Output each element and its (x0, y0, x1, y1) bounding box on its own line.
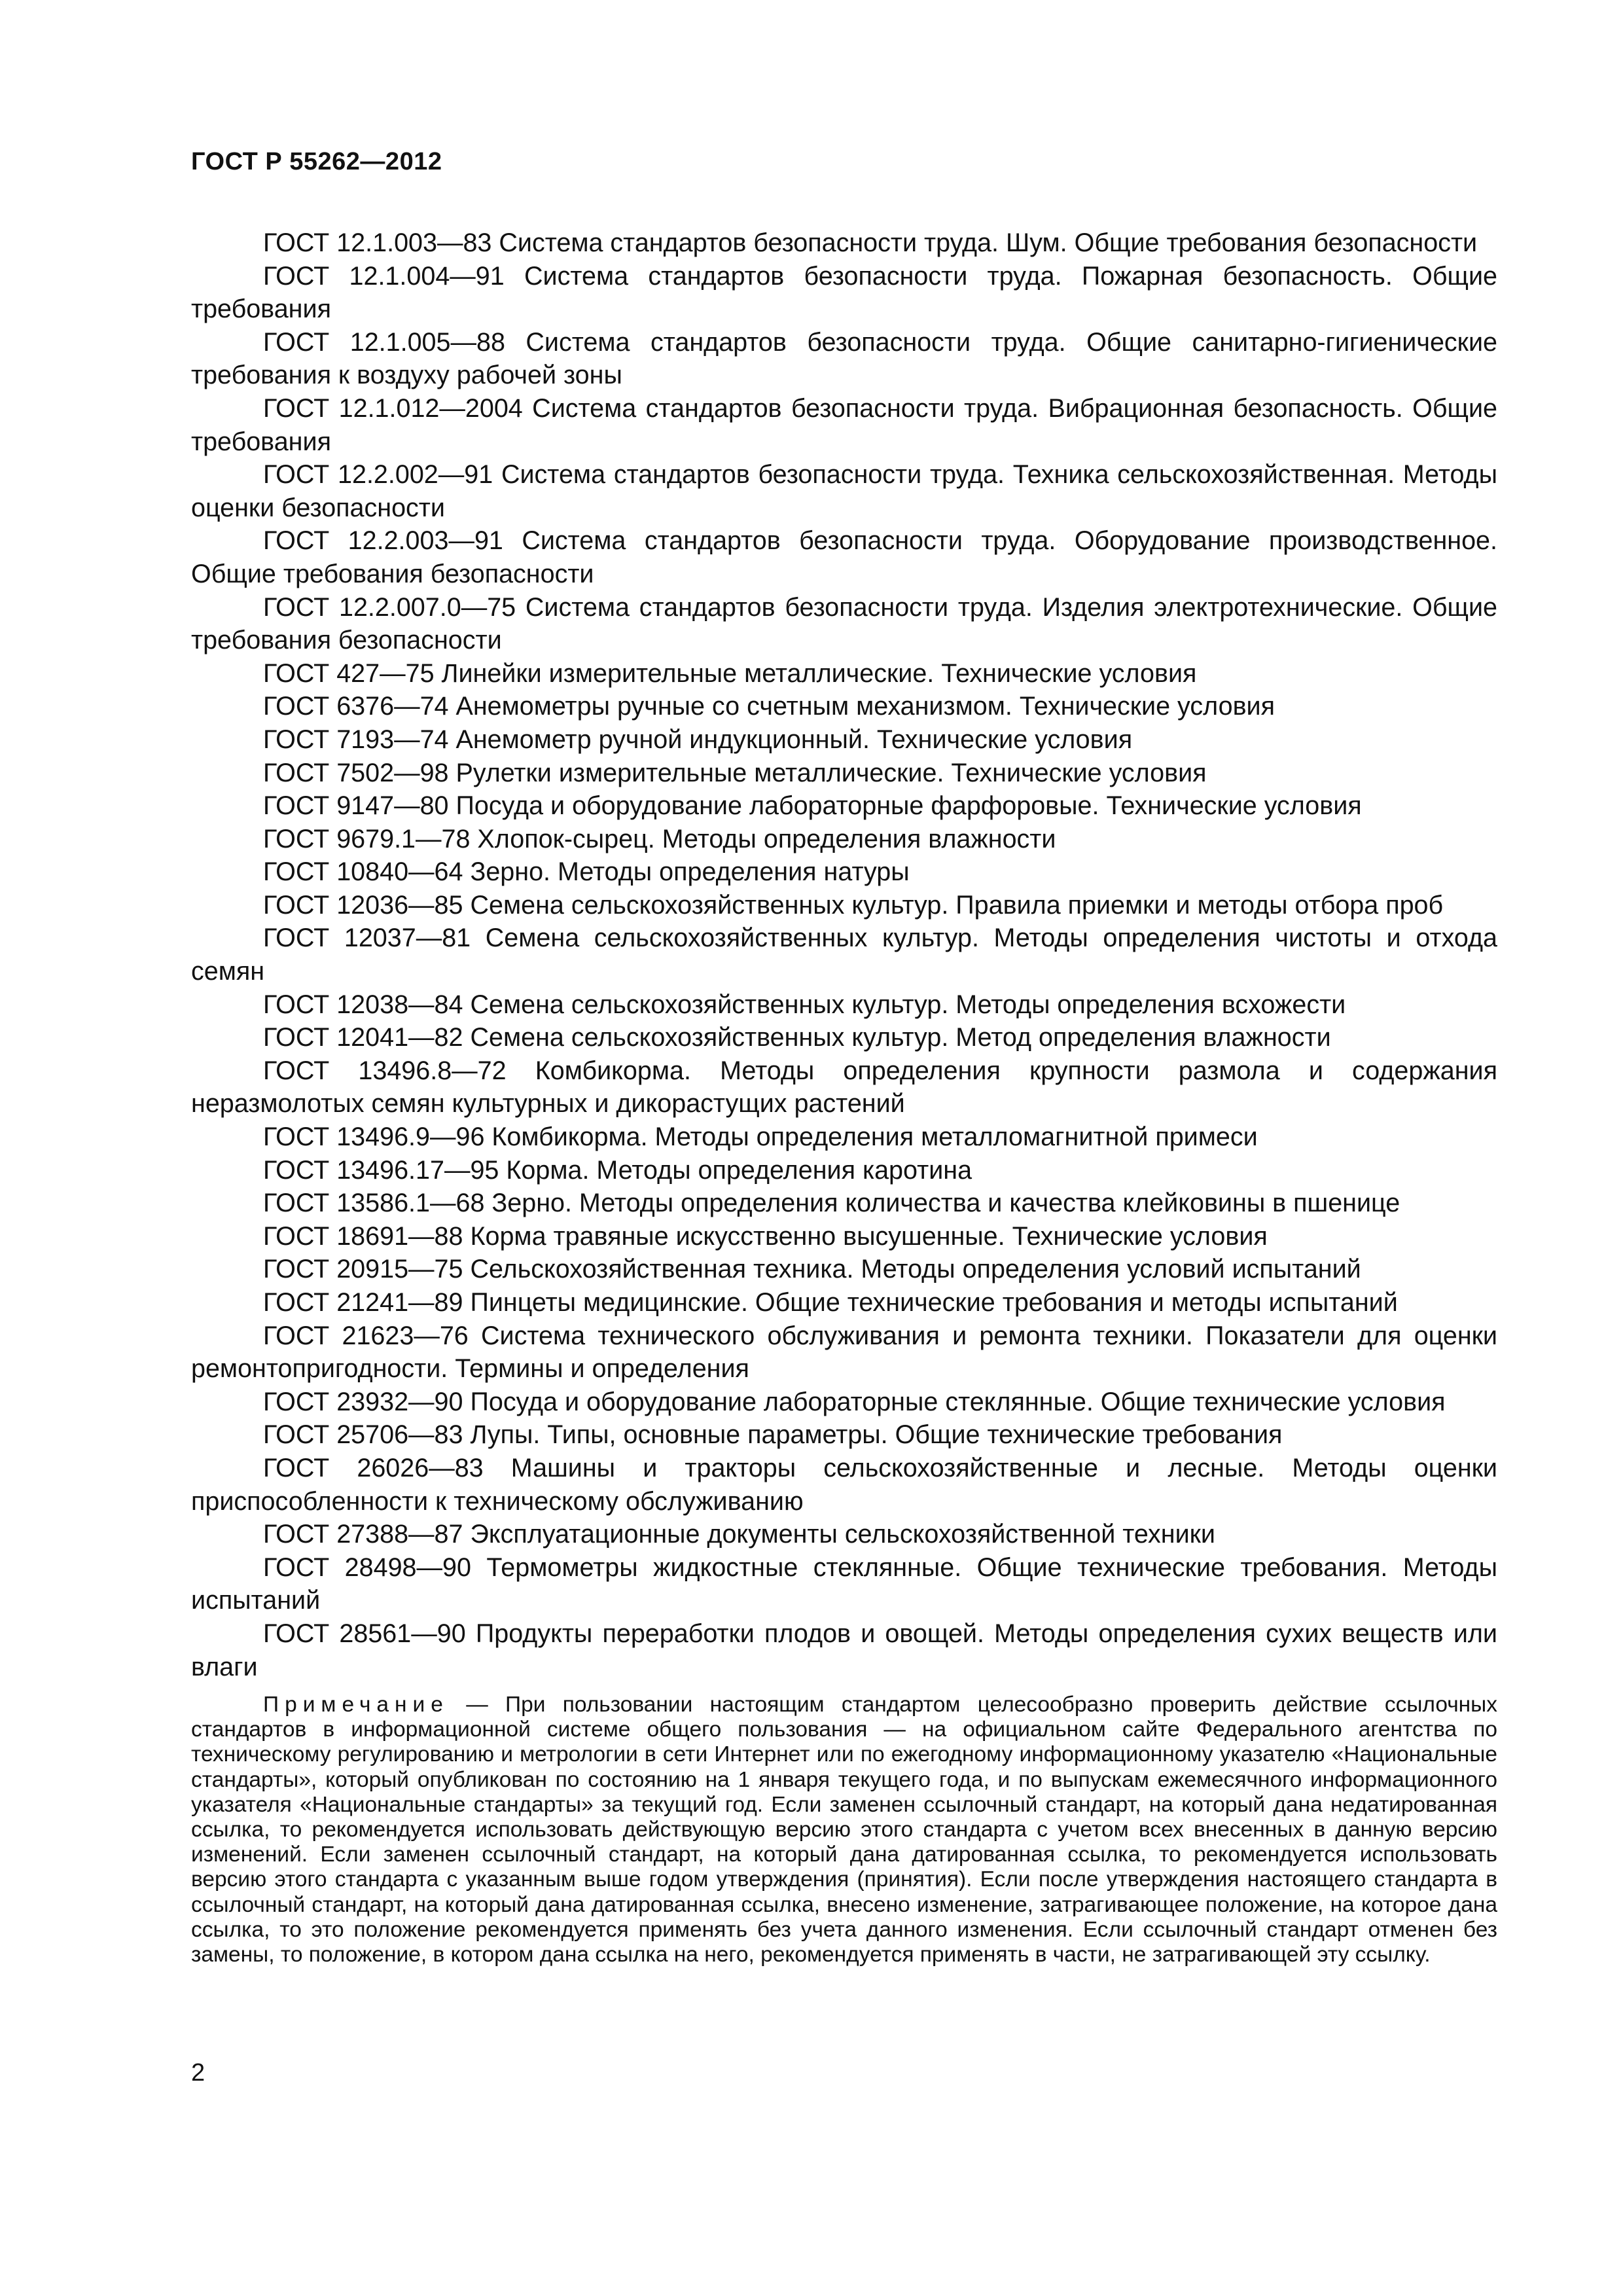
reference-item: ГОСТ 10840—64 Зерно. Методы определения натуры (263, 857, 910, 887)
reference-item: ГОСТ 12.2.003—91 Система стандартов безопасности труда. Оборудование производственное. Общие требования безопасности (191, 526, 1497, 588)
reference-item: ГОСТ 427—75 Линейки измерительные металлические. Технические условия (263, 658, 1197, 688)
reference-item: ГОСТ 25706—83 Лупы. Типы, основные параметры. Общие технические требования (263, 1420, 1283, 1450)
reference-item: ГОСТ 21623—76 Система технического обслуживания и ремонта техники. Показатели для оценки ремонтопригодности. Термины и определения (191, 1321, 1497, 1384)
page-number: 2 (191, 2059, 205, 2087)
reference-item: ГОСТ 12.1.005—88 Система стандартов безопасности труда. Общие санитарно-гигиенические требования к воздуху рабочей зоны (191, 327, 1497, 390)
reference-item: ГОСТ 13496.17—95 Корма. Методы определения каротина (263, 1155, 972, 1185)
note-block (191, 1693, 1497, 1967)
reference-item: ГОСТ 12.1.004—91 Система стандартов безопасности труда. Пожарная безопасность. Общие требования (191, 261, 1497, 324)
reference-item: ГОСТ 7502—98 Рулетки измерительные металлические. Технические условия (263, 758, 1207, 787)
reference-item: ГОСТ 12.2.007.0—75 Система стандартов безопасности труда. Изделия электротехнические. Общие требования безопасности (191, 592, 1497, 655)
reference-item: ГОСТ 12.2.002—91 Система стандартов безопасности труда. Техника сельскохозяйственная. Методы оценки безопасности (191, 460, 1497, 522)
reference-item: ГОСТ 9147—80 Посуда и оборудование лабораторные фарфоровые. Технические условия (263, 791, 1362, 821)
reference-item: ГОСТ 9679.1—78 Хлопок-сырец. Методы определения влажности (263, 824, 1056, 853)
note-paragraph (191, 1693, 1497, 1967)
reference-item: ГОСТ 12041—82 Семена сельскохозяйственных культур. Метод определения влажности (263, 1023, 1331, 1052)
reference-item: ГОСТ 7193—74 Анемометр ручной индукционный. Технические условия (263, 725, 1133, 754)
reference-item: ГОСТ 28561—90 Продукты переработки плодов и овощей. Методы определения сухих веществ или влаги (191, 1619, 1497, 1681)
reference-item: ГОСТ 13496.8—72 Комбикорма. Методы определения крупности размола и содержания неразмолотых семян культурных и дикорастущих растений (191, 1056, 1497, 1119)
reference-item: ГОСТ 26026—83 Машины и тракторы сельскохозяйственные и лесные. Методы оценки приспособленности к техническому обслуживанию (191, 1453, 1497, 1516)
note-text: — При пользовании настоящим стандартом целесообразно проверить действие ссылочных стандартов в информационной системе общего пользования — на официальном сайте Федерального агентства по техническому регулированию и метрологии в сети Интернет или по ежегодному информационному указателю «Национальные стандарты», который опубликован по состоянию на 1 января текущего года, и по выпускам ежемесячного информационного указателя «Национальные стандарты» за текущий год. Если заменен ссылочный стандарт, на который дана недатированная ссылка, то рекомендуется использовать действующую версию этого стандарта с учетом всех внесенных в данную версию изменений. Если заменен ссылочный стандарт, на который дана датированная ссылка, то рекомендуется использовать версию этого стандарта с указанным выше годом утверждения (принятия). Если после утверждения настоящего стандарта в ссылочный стандарт, на который дана датированная ссылка, внесено изменение, затрагивающее положение, на которое дана ссылка, то это положение рекомендуется применять без учета данного изменения. Если ссылочный стандарт отменен без замены, то положение, в котором дана ссылка на него, рекомендуется применять в части, не затрагивающей эту ссылку. (191, 1693, 1497, 1967)
document-header: ГОСТ Р 55262—2012 (191, 148, 442, 175)
normative-references-list (191, 226, 1497, 1683)
reference-item: ГОСТ 13586.1—68 Зерно. Методы определения количества и качества клейковины в пшенице (263, 1189, 1400, 1218)
reference-item: ГОСТ 12.1.012—2004 Система стандартов безопасности труда. Вибрационная безопасность. Общие требования (191, 393, 1497, 456)
reference-item: ГОСТ 12036—85 Семена сельскохозяйственных культур. Правила приемки и методы отбора проб (263, 890, 1444, 920)
reference-item: ГОСТ 18691—88 Корма травяные искусственно высушенные. Технические условия (263, 1221, 1268, 1251)
reference-item: ГОСТ 21241—89 Пинцеты медицинские. Общие технические требования и методы испытаний (263, 1288, 1398, 1317)
reference-item: ГОСТ 12.1.003—83 Система стандартов безопасности труда. Шум. Общие требования безопасности (263, 228, 1478, 257)
reference-item: ГОСТ 13496.9—96 Комбикорма. Методы определения металломагнитной примеси (263, 1122, 1258, 1152)
reference-item: ГОСТ 20915—75 Сельскохозяйственная техника. Методы определения условий испытаний (263, 1255, 1361, 1284)
reference-item: ГОСТ 28498—90 Термометры жидкостные стеклянные. Общие технические требования. Методы испытаний (191, 1552, 1497, 1615)
reference-item: ГОСТ 23932—90 Посуда и оборудование лабораторные стеклянные. Общие технические условия (263, 1387, 1446, 1416)
reference-item: ГОСТ 27388—87 Эксплуатационные документы сельскохозяйственной техники (263, 1520, 1215, 1549)
note-label: Примечание (263, 1693, 449, 1717)
reference-item: ГОСТ 6376—74 Анемометры ручные со счетным механизмом. Технические условия (263, 692, 1275, 721)
reference-item: ГОСТ 12038—84 Семена сельскохозяйственных культур. Методы определения всхожести (263, 990, 1346, 1019)
reference-item: ГОСТ 12037—81 Семена сельскохозяйственных культур. Методы определения чистоты и отхода семян (191, 924, 1497, 986)
